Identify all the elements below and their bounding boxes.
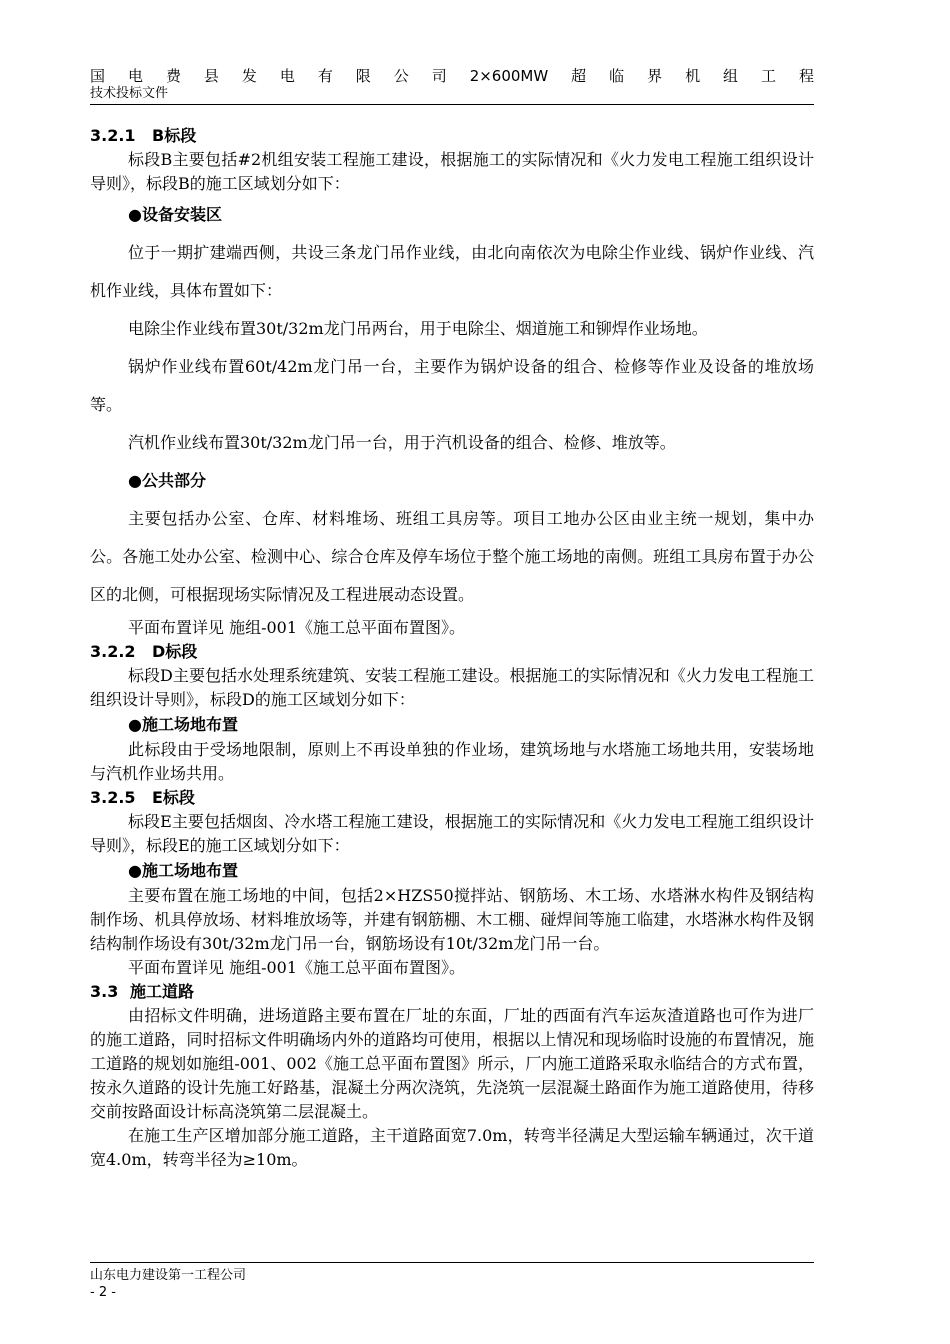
header-char: 限 <box>355 67 371 85</box>
header-char: 发 <box>241 67 257 85</box>
header-char: 县 <box>203 67 219 85</box>
header-char: 电 <box>127 67 143 85</box>
header-char: 国 <box>90 67 106 85</box>
paragraph: 标段E主要包括烟囱、冷水塔工程施工建设，根据施工的实际情况和《火力发电工程施工组织设计导则》，标段E的施工区域划分如下： <box>90 812 814 855</box>
header-divider <box>90 104 814 105</box>
bullet-heading: ●设备安装区 <box>128 205 222 224</box>
paragraph: 平面布置详见 施组-001《施工总平面布置图》。 <box>128 618 466 637</box>
paragraph: 平面布置详见 施组-001《施工总平面布置图》。 <box>128 958 466 977</box>
section-title: E标段 <box>152 788 195 807</box>
section-number: 3.3 <box>90 982 119 1001</box>
paragraph: 在施工生产区增加部分施工道路，主干道路面宽7.0m，转弯半径满足大型运输车辆通过，次干道宽4.0m，转弯半径为≥10m。 <box>90 1126 814 1169</box>
bullet-heading: ●公共部分 <box>128 471 206 490</box>
header-char: 电 <box>279 67 295 85</box>
section-title: 施工道路 <box>130 982 195 1001</box>
paragraph: 由招标文件明确，进场道路主要布置在厂址的东面，厂址的西面有汽车运灰渣道路也可作为进厂的施工道路，同时招标文件明确场内外的道路均可使用，根据以上情况和现场临时设施的布置情况，施工道路的规划如施组-001、002《施工总平面布置图》所示，厂内施工道路采取永临结合的方式布置，按永久道路的设计先施工好路基，混凝土分两次浇筑，先浇筑一层混凝土路面作为施工道路使用，待移交前按路面设计标高浇筑第二层混凝土。 <box>90 1006 814 1121</box>
page-header <box>90 66 814 102</box>
section-heading <box>90 786 814 810</box>
page-body <box>90 124 814 1172</box>
section-heading <box>90 124 814 148</box>
section-number: 3.2.2 <box>90 642 136 661</box>
section-title: B标段 <box>152 126 197 145</box>
paragraph: 位于一期扩建端西侧，共设三条龙门吊作业线，由北向南依次为电除尘作业线、锅炉作业线、汽机作业线，具体布置如下： <box>90 243 814 300</box>
header-char: 司 <box>431 67 447 85</box>
page-number: - 2 - <box>90 1285 116 1300</box>
bullet-heading: ●施工场地布置 <box>128 861 238 880</box>
section-title: D标段 <box>152 642 198 661</box>
footer-divider <box>90 1262 814 1263</box>
header-char: 界 <box>647 67 663 85</box>
paragraph: 主要布置在施工场地的中间，包括2×HZS50搅拌站、钢筋场、木工场、水塔淋水构件及钢结构制作场、机具停放场、材料堆放场等，并建有钢筋棚、木工棚、碰焊间等施工临建，水塔淋水构件及钢结构制作场设有30t/32m龙门吊一台，钢筋场设有10t/32m龙门吊一台。 <box>90 886 814 953</box>
paragraph: 标段B主要包括#2机组安装工程施工建设，根据施工的实际情况和《火力发电工程施工组织设计导则》，标段B的施工区域划分如下： <box>90 150 814 193</box>
header-char: 工 <box>761 67 777 85</box>
header-char: 公 <box>393 67 409 85</box>
paragraph: 电除尘作业线布置30t/32m龙门吊两台，用于电除尘、烟道施工和铆焊作业场地。 <box>128 319 708 338</box>
bullet-heading: ●施工场地布置 <box>128 715 238 734</box>
header-char: 2×600MW <box>469 67 549 85</box>
section-heading <box>90 640 814 664</box>
section-heading <box>90 980 814 1004</box>
paragraph: 汽机作业线布置30t/32m龙门吊一台，用于汽机设备的组合、检修、堆放等。 <box>128 433 676 452</box>
header-char: 超 <box>571 67 587 85</box>
header-char: 费 <box>165 67 181 85</box>
header-char: 有 <box>317 67 333 85</box>
header-char: 机 <box>685 67 701 85</box>
footer-company: 山东电力建设第一工程公司 <box>90 1268 247 1283</box>
paragraph: 标段D主要包括水处理系统建筑、安装工程施工建设。根据施工的实际情况和《火力发电工程施工组织设计导则》，标段D的施工区域划分如下： <box>90 666 814 709</box>
paragraph: 此标段由于受场地限制，原则上不再设单独的作业场，建筑场地与水塔施工场地共用，安装场地与汽机作业场共用。 <box>90 740 814 783</box>
header-char: 临 <box>609 67 625 85</box>
paragraph: 锅炉作业线布置60t/42m龙门吊一台，主要作为锅炉设备的组合、检修等作业及设备的堆放场等。 <box>90 357 814 414</box>
section-number: 3.2.1 <box>90 126 136 145</box>
header-subtitle: 技术投标文件 <box>90 86 169 101</box>
header-char: 程 <box>798 67 814 85</box>
section-number: 3.2.5 <box>90 788 136 807</box>
paragraph: 主要包括办公室、仓库、材料堆场、班组工具房等。项目工地办公区由业主统一规划，集中办公。各施工处办公室、检测中心、综合仓库及停车场位于整个施工场地的南侧。班组工具房布置于办公区的北侧，可根据现场实际情况及工程进展动态设置。 <box>90 509 814 604</box>
header-char: 组 <box>723 67 739 85</box>
page-footer <box>90 1267 246 1301</box>
header-title <box>90 66 814 86</box>
